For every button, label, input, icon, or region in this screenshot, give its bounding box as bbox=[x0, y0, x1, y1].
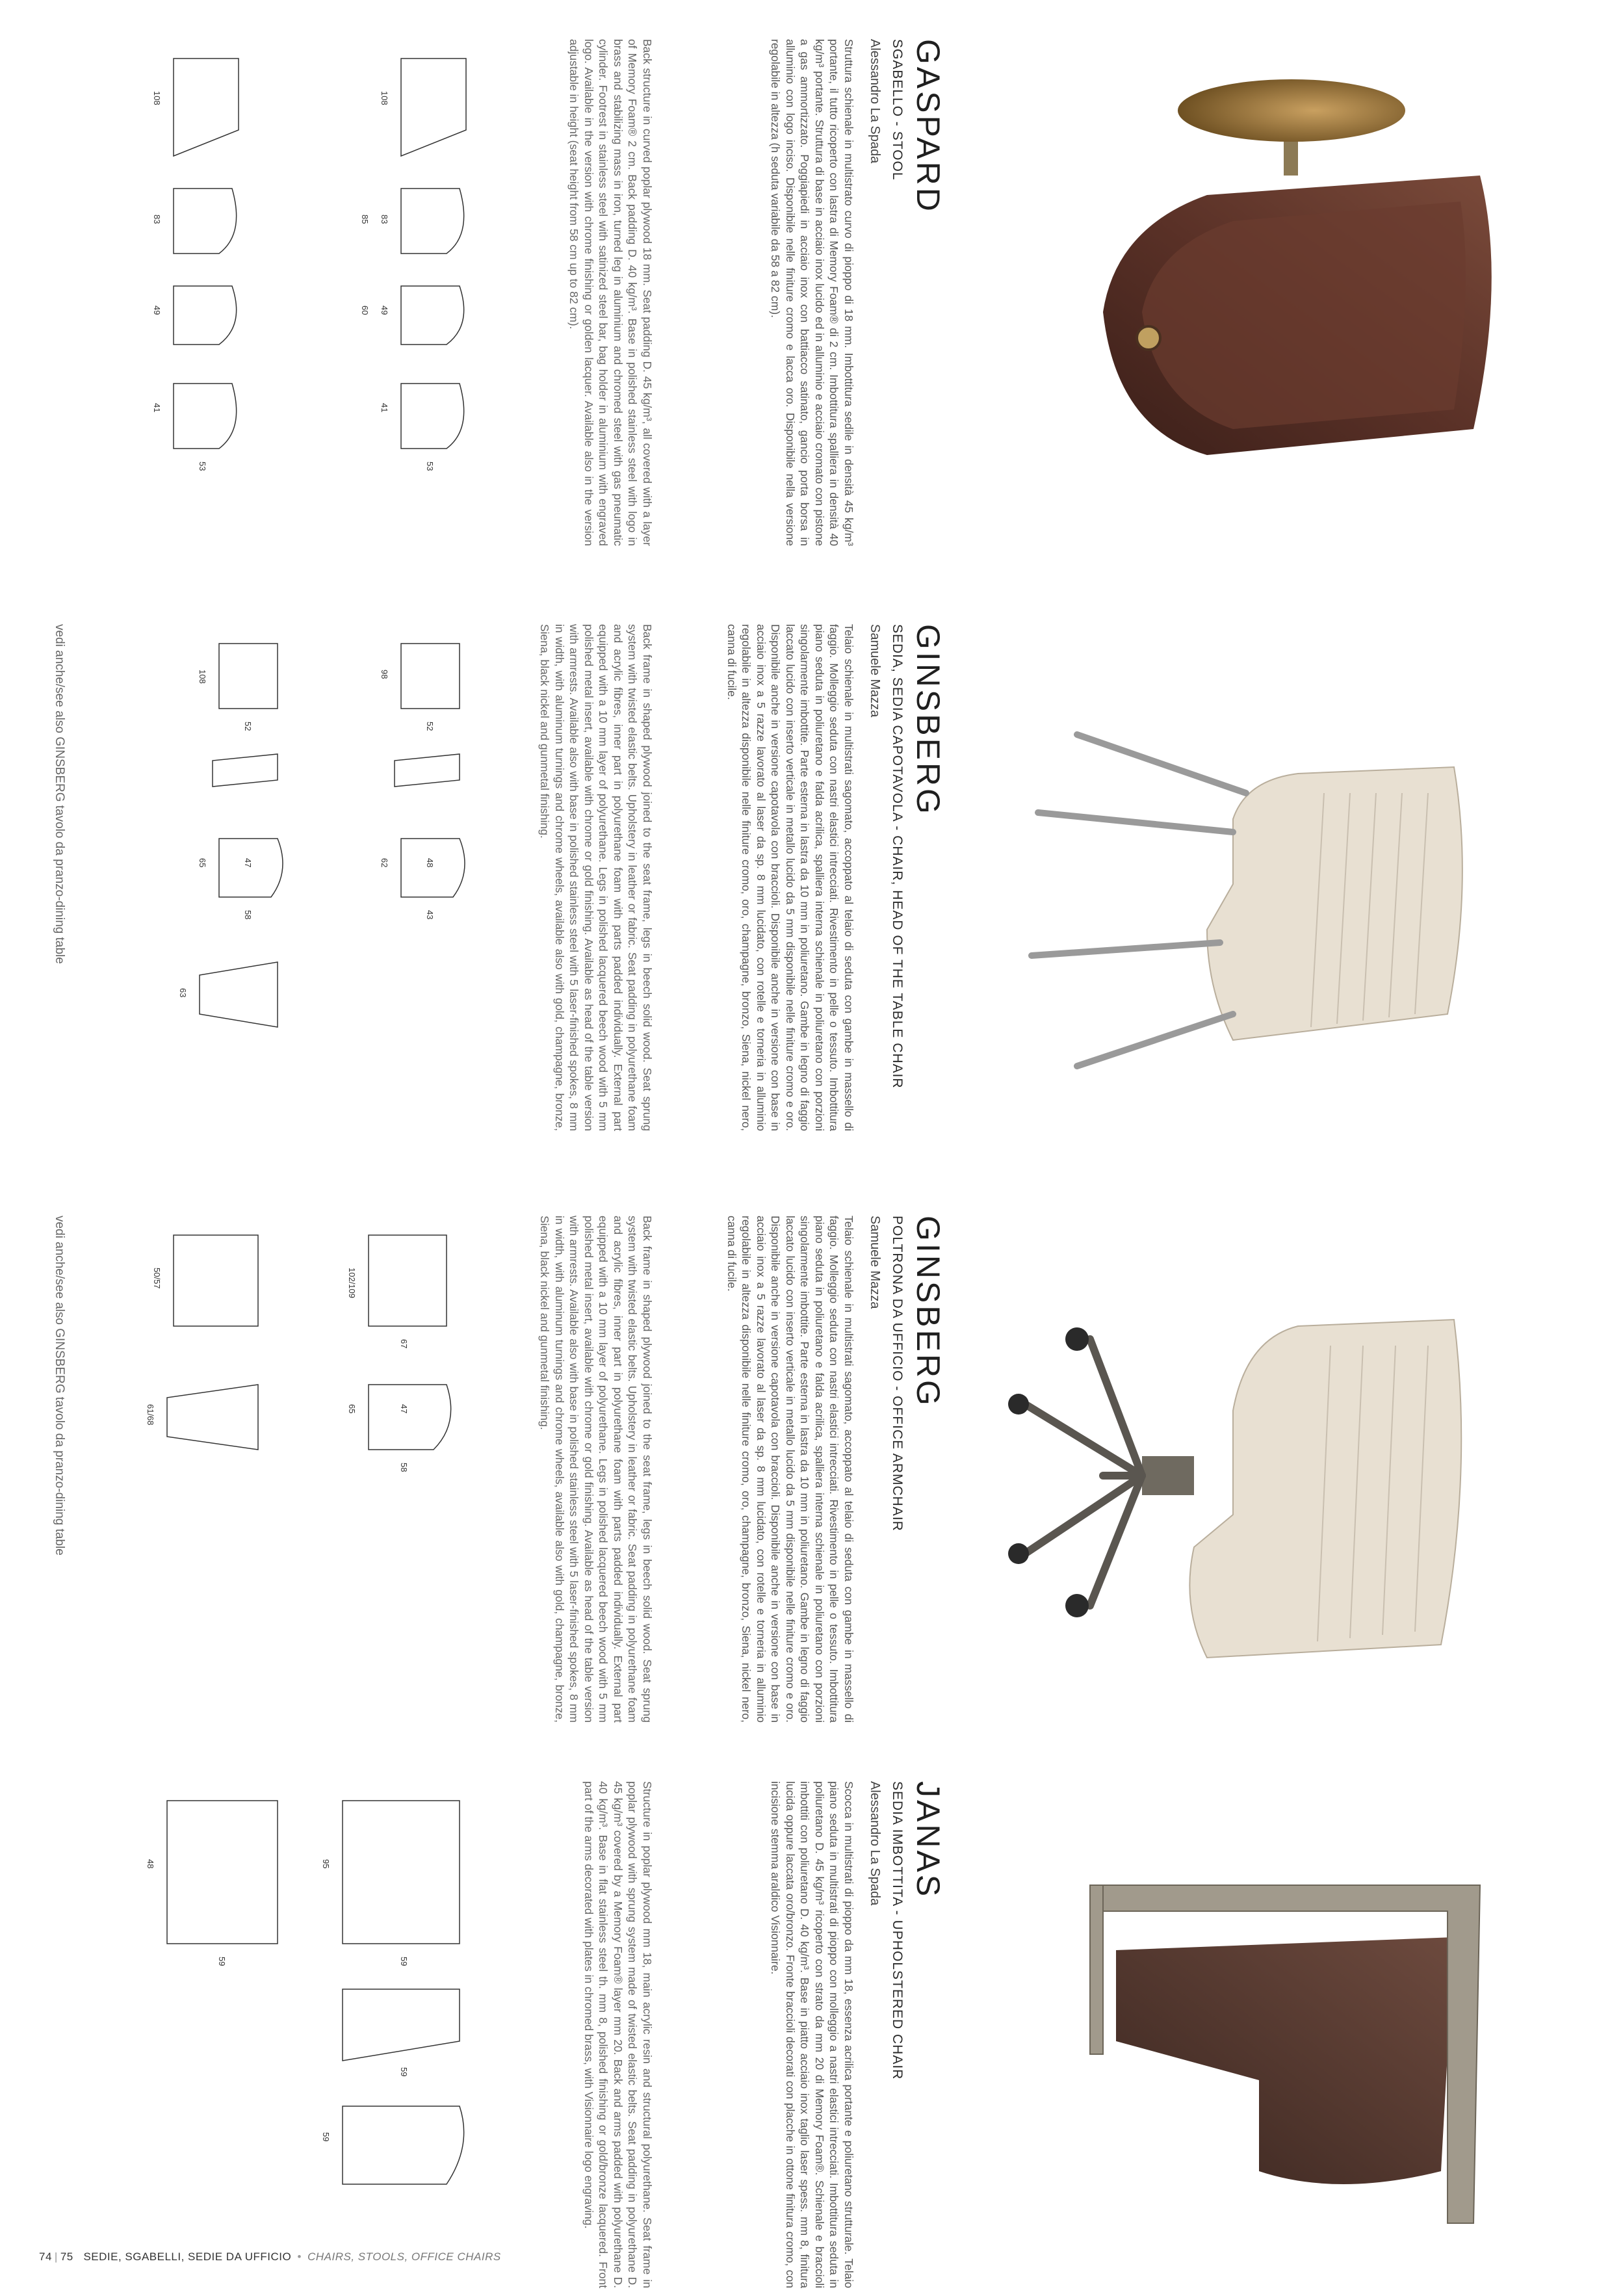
dim-label: 59 bbox=[399, 2067, 409, 2077]
dim-label: 52 bbox=[243, 722, 253, 731]
dim-label: 41 bbox=[380, 403, 389, 413]
product-title: GASPARD bbox=[910, 39, 946, 214]
section-title-english: CHAIRS, STOOLS, OFFICE CHAIRS bbox=[307, 2250, 501, 2263]
description-italian: Struttura schienale in multistrato curvo di pioppo di 18 mm. Imbottitura sedile in densità 45 kg/m³ portante, il tutto ricoperto con lastra di Memory Foam® di 2 cm. Imbottitura spalliera in densità 40 kg/m³ portante. Struttura di base in acciaio inox lucido ed in alluminio e acciaio cromato con pistone a gas ammortizzato. Poggiapiedi in acciaio inox con battiacco satinato, gancio porta borsa in alluminio con logo inciso. Disponibile nelle finiture cromo e lacca oro. Disponibile nella versione regolabile in altezza (h seduta variabile da 58 a 82 cm). bbox=[769, 39, 855, 546]
dim-label: 62 bbox=[380, 858, 389, 868]
dim-label: 102/109 bbox=[347, 1268, 357, 1298]
dim-label: 108 bbox=[152, 91, 162, 105]
product-designer: Alessandro La Spada bbox=[868, 39, 882, 164]
technical-drawings bbox=[96, 1781, 473, 2288]
product-title: JANAS bbox=[910, 1781, 946, 1899]
dim-label: 53 bbox=[425, 462, 435, 471]
product-type: SEDIA IMBOTTITA - UPHOLSTERED CHAIR bbox=[890, 1781, 905, 2080]
dim-label: 49 bbox=[152, 306, 162, 315]
dim-label: 52 bbox=[425, 722, 435, 731]
product-title: GINSBERG bbox=[910, 624, 946, 816]
dim-label: 48 bbox=[146, 1859, 155, 1869]
description-english: Back frame in shaped plywood joined to the seat frame, legs in beech solid wood. Seat sprung system with twisted elastic belts. Upholstery in leather or fabric. Seat padding in polyurethane foam and acrylic fibres, inner part in polyurethane foam with parts padded individually. External part equipped with a 10 mm layer of polyurethane. Legs in polished lacquered beech wood with 5 mm polished metal insert, available with chrome or gold finishing. Available as head of the table version with armrests. Available also with base in polished stainless steel with 5 laser-finished spokes, 8 mm in width, with aluminum turnings and chrome wheels, available also with gold, champagne, bronze, Siena, black nickel and gunmetal finishing. bbox=[538, 624, 654, 1131]
dim-label: 95 bbox=[321, 1859, 331, 1869]
dim-label: 65 bbox=[198, 858, 207, 868]
dim-label: 108 bbox=[198, 670, 207, 684]
technical-drawings bbox=[96, 39, 473, 546]
description-italian: Telaio schienale in multistrati sagomato, accoppato al telaio di seduta con gambe in massello di faggio. Molleggio seduta con nastri elastici intrecciati. Rivestimento in pelle o tessuto. Imbottitura piano seduta in poliuretano e falda acrilica, spalliera interna schienale in poliuretano con porzioni singolarmente imbottite. Parte esterna in lastra da 10 mm in poliuretano. Gambe in legno di faggio laccato lucido con inserto verticale in metallo lucido da 5 mm disponibile nelle finiture cromo e oro. Disponibile anche in versione capotavola con braccioli. Disponibile anche in versione con base in acciaio inox a 5 razze lavorato al laser da sp. 8 mm lucidato, con rotelle e torneria in alluminio regolabile in altezza disponibile nelle finiture cromo, oro, champagne, bronzo, Siena, nickel nero, canna di fucile. bbox=[725, 1216, 855, 1723]
product-designer: Alessandro La Spada bbox=[868, 1781, 882, 1906]
dim-label: 59 bbox=[399, 1957, 409, 1966]
page-number: 75 bbox=[60, 2250, 73, 2263]
gaspard-photo bbox=[1006, 65, 1571, 520]
product-janas bbox=[0, 1742, 1623, 2295]
description-english: Back structure in curved poplar plywood 18 mm. Seat padding D. 45 kg/m³, all covered with a layer of Memory Foam® 2 cm. Back padding D. 40 kg/m³. Base in polished stainless steel with logo in brass and stabilizing mass in iron, turned leg in aluminium and chromed steel with gas pneumatic cylinder. Footrest in stainless steel with satinized steel bar, bag holder in aluminium with engraved logo. Available in the version with chrome finishing or golden lacquer. Available also in the version adjustable in height (seat height from 58 cm up to 82 cm). bbox=[567, 39, 654, 546]
dim-label: 65 bbox=[347, 1404, 357, 1414]
janas-photo bbox=[1006, 1807, 1571, 2262]
page-number: 74 bbox=[39, 2250, 52, 2263]
page-footer: 74 | 75 SEDIE, SGABELLI, SEDIE DA UFFICIO • CHAIRS, STOOLS, OFFICE CHAIRS bbox=[39, 2250, 501, 2263]
description-english: Back frame in shaped plywood joined to the seat frame, legs in beech solid wood. Seat sprung system with twisted elastic belts. Upholstery in leather or fabric. Seat padding in polyurethane foam and acrylic fibres, inner part in polyurethane foam with parts padded individually. External part equipped with a 10 mm layer of polyurethane. Legs in polished lacquered beech wood with 5 mm polished metal insert, available with chrome or gold finishing. Available as head of the table version with armrests. Available also with base in polished stainless steel with 5 laser-finished spokes, 8 mm in width, with aluminum turnings and chrome wheels, available also with gold, champagne, bronze, Siena, black nickel and gunmetal finishing. bbox=[538, 1216, 654, 1723]
dim-label: 61/68 bbox=[146, 1404, 155, 1426]
product-ginsberg-chair bbox=[0, 585, 1623, 1157]
dim-label: 83 bbox=[152, 215, 162, 224]
product-ginsberg-office bbox=[0, 1177, 1623, 1749]
product-gaspard bbox=[0, 0, 1623, 559]
product-type: POLTRONA DA UFFICIO - OFFICE ARMCHAIR bbox=[890, 1216, 905, 1532]
dim-label: 41 bbox=[152, 403, 162, 413]
dim-label: 50/57 bbox=[152, 1268, 162, 1289]
technical-drawings bbox=[96, 1216, 473, 1723]
dim-label: 53 bbox=[198, 462, 207, 471]
dim-label: 60 bbox=[360, 306, 370, 315]
description-italian: Scocca in multistrati di pioppo da mm 18, essenza acrilica portante e poliuretano strutturale. Telaio piano seduta in multistrati di pioppo con molleggio a nastri elastici intrecciati. Imbottitura seduta in poliuretano D. 45 kg/m³ ricoperto con strato da mm 20 di Memory Foam®. Schienale e braccioli imbottiti con poliuretano D. 40 kg/m³. Base in piatto acciaio inox taglio laser spess. mm 8, finitura lucida oppure laccata oro/bronzo. Fronte braccioli decorati con placche in ottone finitura cromo, con incisione stemma araldico Visionnaire. bbox=[769, 1781, 855, 2288]
dim-label: 67 bbox=[399, 1339, 409, 1349]
dim-label: 85 bbox=[360, 215, 370, 224]
dim-label: 48 bbox=[425, 858, 435, 868]
dim-label: 63 bbox=[178, 988, 188, 998]
product-title: GINSBERG bbox=[910, 1216, 946, 1408]
product-type: SGABELLO - STOOL bbox=[890, 39, 905, 181]
ginsberg-office-photo bbox=[1006, 1242, 1571, 1697]
product-type: SEDIA, SEDIA CAPOTAVOLA - CHAIR, HEAD OF THE TABLE CHAIR bbox=[890, 624, 905, 1089]
dim-label: 98 bbox=[380, 670, 389, 679]
section-title-italian: SEDIE, SGABELLI, SEDIE DA UFFICIO bbox=[83, 2250, 292, 2263]
dim-label: 83 bbox=[380, 215, 389, 224]
see-also: vedi anche/see also GINSBERG tavolo da pranzo-dining table bbox=[53, 624, 66, 964]
product-designer: Samuele Mazza bbox=[868, 624, 882, 718]
dim-label: 58 bbox=[399, 1463, 409, 1472]
dim-label: 58 bbox=[243, 910, 253, 920]
dim-label: 108 bbox=[380, 91, 389, 105]
see-also: vedi anche/see also GINSBERG tavolo da pranzo-dining table bbox=[53, 1216, 66, 1556]
product-designer: Samuele Mazza bbox=[868, 1216, 882, 1309]
description-english: Structure in poplar plywood mm 18, main acrylic resin and structural polyurethane. Seat frame in poplar plywood with sprung system made of twisted elastic belts. Seat padding in polyurethane D. 45 kg/m³ covered by a Memory Foam® layer mm 20. Back and arms padded with polyurethane D. 40 kg/m³. Base in flat stainless steel th. mm 8, polished finishing or gold/bronze lacquered. Front part of the arms decorated with plates in chromed brass, with Visionnaire logo engraving. bbox=[582, 1781, 654, 2288]
ginsberg-chair-photo bbox=[1006, 650, 1571, 1105]
dim-label: 59 bbox=[321, 2132, 331, 2142]
dim-label: 43 bbox=[425, 910, 435, 920]
description-italian: Telaio schienale in multistrati sagomato, accoppato al telaio di seduta con gambe in massello di faggio. Molleggio seduta con nastri elastici intrecciati. Rivestimento in pelle o tessuto. Imbottitura piano seduta in poliuretano e falda acrilica, spalliera interna schienale in poliuretano con porzioni singolarmente imbottite. Parte esterna in lastra da 10 mm in poliuretano. Gambe in legno di faggio laccato lucido con inserto verticale in metallo lucido da 5 mm disponibile nelle finiture cromo e oro. Disponibile anche in versione capotavola con braccioli. Disponibile anche in versione con base in acciaio inox a 5 razze lavorato al laser da sp. 8 mm lucidato, con rotelle e torneria in alluminio regolabile in altezza disponibile nelle finiture cromo, oro, champagne, bronzo, Siena, nickel nero, canna di fucile. bbox=[725, 624, 855, 1131]
dim-label: 49 bbox=[380, 306, 389, 315]
dim-label: 47 bbox=[243, 858, 253, 868]
dim-label: 59 bbox=[217, 1957, 227, 1966]
technical-drawings bbox=[96, 624, 473, 1131]
dim-label: 47 bbox=[399, 1404, 409, 1414]
